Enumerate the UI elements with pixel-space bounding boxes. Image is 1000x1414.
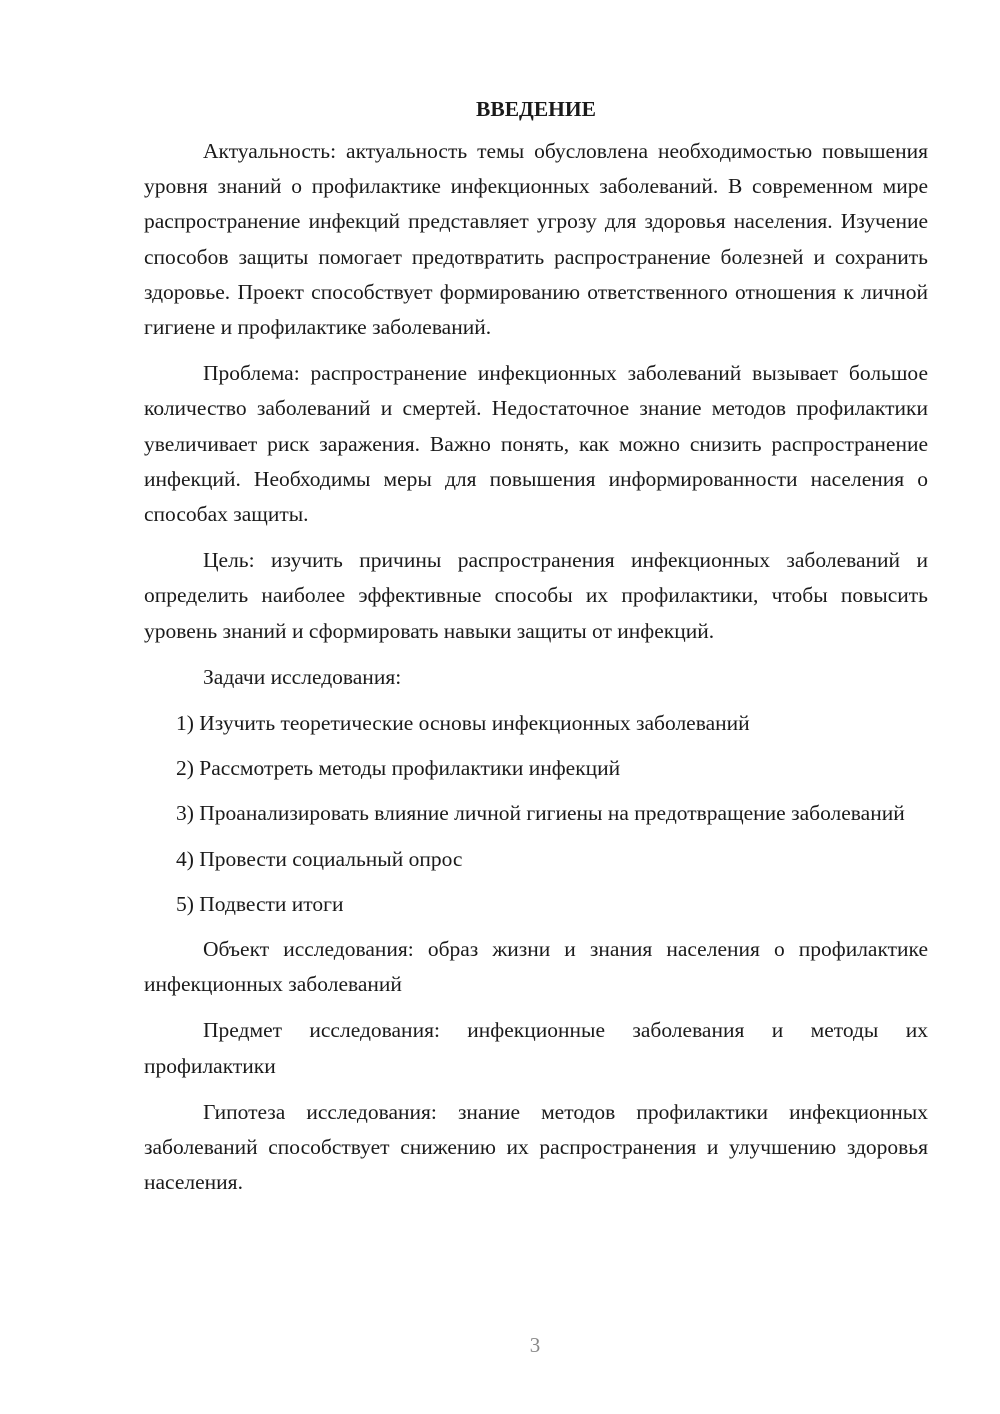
tasks-list bbox=[144, 706, 928, 922]
task-item: 1) Изучить теоретические основы инфекционных заболеваний bbox=[176, 711, 750, 736]
tasks-heading: Задачи исследования: bbox=[203, 664, 402, 689]
relevance-paragraph: Актуальность: актуальность темы обусловлена необходимостью повышения уровня знаний о профилактике инфекционных заболеваний. В современном мире распространение инфекций представляет угрозу для здоровья населения. Изучение способов защиты помогает предотвратить распространение болезней и сохранить здоровье. Проект способствует формированию ответственного отношения к личной гигиене и профилактике заболеваний. bbox=[144, 139, 928, 340]
subject-paragraph: Предмет исследования: инфекционные заболевания и методы их профилактики bbox=[144, 1018, 928, 1078]
task-item: 2) Рассмотреть методы профилактики инфекций bbox=[176, 756, 621, 781]
object-paragraph: Объект исследования: образ жизни и знания населения о профилактике инфекционных заболеваний bbox=[144, 937, 928, 997]
problem-paragraph: Проблема: распространение инфекционных заболеваний вызывает большое количество заболеваний и смертей. Недостаточное знание методов профилактики увеличивает риск заражения. Важно понять, как можно снизить распространение инфекций. Необходимы меры для повышения информированности населения о способах защиты. bbox=[144, 361, 928, 527]
hypothesis-paragraph: Гипотеза исследования: знание методов профилактики инфекционных заболеваний способствует снижению их распространения и улучшению здоровья населения. bbox=[144, 1099, 928, 1195]
task-item: 5) Подвести итоги bbox=[176, 891, 344, 916]
goal-paragraph: Цель: изучить причины распространения инфекционных заболеваний и определить наиболее эффективные способы их профилактики, чтобы повысить уровень знаний и сформировать навыки защиты от инфекций. bbox=[144, 548, 928, 643]
page-number: 3 bbox=[529, 1333, 541, 1357]
section-title: ВВЕДЕНИЕ bbox=[476, 97, 596, 121]
task-item: 4) Провести социальный опрос bbox=[176, 846, 463, 871]
page-content bbox=[144, 94, 928, 1211]
task-item: 3) Проанализировать влияние личной гигиены на предотвращение заболеваний bbox=[176, 801, 905, 826]
